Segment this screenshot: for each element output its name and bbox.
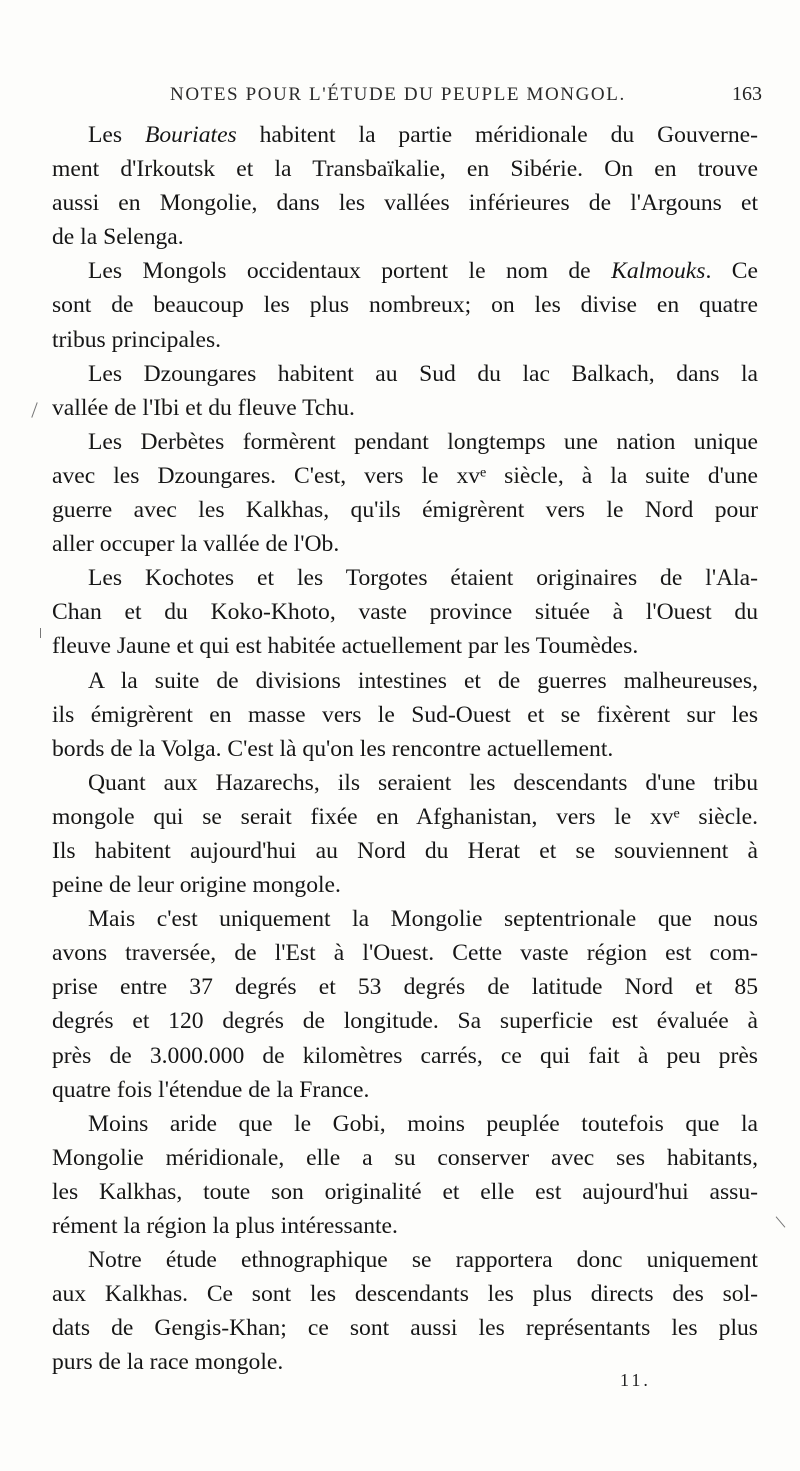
- scan-mark: [776, 1216, 786, 1227]
- text-line: rément la région la plus intéressante.: [52, 1213, 398, 1239]
- text-line: Les Mongols occidentaux portent le nom de Kalmouks. Ce: [88, 258, 758, 285]
- text-line: près de 3.000.000 de kilomètres carrés, ce qui fait à peu près: [52, 1042, 758, 1069]
- text-line: prise entre 37 degrés et 53 degrés de latitude Nord et 85: [52, 974, 758, 1001]
- text-line: bords de la Volga. C'est là qu'on les rencontre actuellement.: [52, 735, 614, 762]
- text-line: fleuve Jaune et qui est habitée actuellement par les Toumèdes.: [52, 633, 639, 660]
- text-line: Mais c'est uniquement la Mongolie septentrionale que nous: [88, 906, 758, 933]
- text-line: Les Bouriates habitent la partie méridionale du Gouverne-: [88, 122, 758, 148]
- text-line: les Kalkhas, toute son originalité et elle est aujourd'hui assu-: [52, 1178, 758, 1205]
- text-line: quatre fois l'étendue de la France.: [52, 1076, 370, 1103]
- text-line: Notre étude ethnographique se rapportera donc uniquement: [88, 1247, 758, 1274]
- text-line: purs de la race mongole.: [52, 1349, 284, 1376]
- text-line: aller occuper la vallée de l'Ob.: [52, 531, 340, 558]
- text-line: de la Selenga.: [52, 224, 184, 251]
- text-line: Les Derbètes formèrent pendant longtemps une nation unique: [88, 428, 758, 455]
- text-line: sont de beaucoup les plus nombreux; on les divise en quatre: [52, 292, 758, 319]
- scan-mark: [31, 402, 37, 417]
- running-header: [0, 80, 800, 110]
- text-line: avons traversée, de l'Est à l'Ouest. Cette vaste région est com-: [52, 940, 758, 967]
- text-line: guerre avec les Kalkhas, qu'ils émigrèrent vers le Nord pour: [52, 497, 758, 524]
- page-number: 163: [732, 83, 762, 105]
- text-line: Les Kochotes et les Torgotes étaient originaires de l'Ala-: [88, 565, 758, 592]
- running-title: NOTES POUR L'ÉTUDE DU PEUPLE MONGOL.: [170, 84, 626, 105]
- text-line: Chan et du Koko-Khoto, vaste province située à l'Ouest du: [52, 599, 758, 626]
- text-line: ment d'Irkoutsk et la Transbaïkalie, en Sibérie. On en trouve: [52, 156, 758, 183]
- signature-mark: 11.: [620, 1370, 651, 1390]
- text-line: degrés et 120 degrés de longitude. Sa superficie est évaluée à: [52, 1008, 758, 1035]
- text-line: aussi en Mongolie, dans les vallées inférieures de l'Argouns et: [52, 190, 758, 217]
- text-line: aux Kalkhas. Ce sont les descendants les plus directs des sol-: [52, 1281, 758, 1308]
- text-line: Mongolie méridionale, elle a su conserver avec ses habitants,: [52, 1144, 758, 1171]
- body-text: [52, 118, 758, 1379]
- text-line: vallée de l'Ibi et du fleuve Tchu.: [52, 394, 355, 421]
- text-line: Moins aride que le Gobi, moins peuplée toutefois que la: [88, 1110, 758, 1137]
- text-line: avec les Dzoungares. C'est, vers le xvᵉ siècle, à la suite d'une: [52, 462, 758, 489]
- text-line: ils émigrèrent en masse vers le Sud-Ouest et se fixèrent sur les: [52, 701, 758, 728]
- text-line: mongole qui se serait fixée en Afghanistan, vers le xvᵉ siècle.: [52, 803, 758, 830]
- text-line: Les Dzoungares habitent au Sud du lac Balkach, dans la: [88, 360, 758, 387]
- text-line: A la suite de divisions intestines et de guerres malheureuses,: [88, 667, 758, 694]
- text-line: Ils habitent aujourd'hui au Nord du Herat et se souviennent à: [52, 837, 758, 864]
- text-line: Quant aux Hazarechs, ils seraient les descendants d'une tribu: [88, 769, 758, 796]
- text-line: dats de Gengis-Khan; ce sont aussi les représentants les plus: [52, 1315, 758, 1342]
- text-line: tribus principales.: [52, 326, 222, 353]
- text-line: peine de leur origine mongole.: [52, 872, 341, 899]
- scan-mark: [40, 628, 41, 638]
